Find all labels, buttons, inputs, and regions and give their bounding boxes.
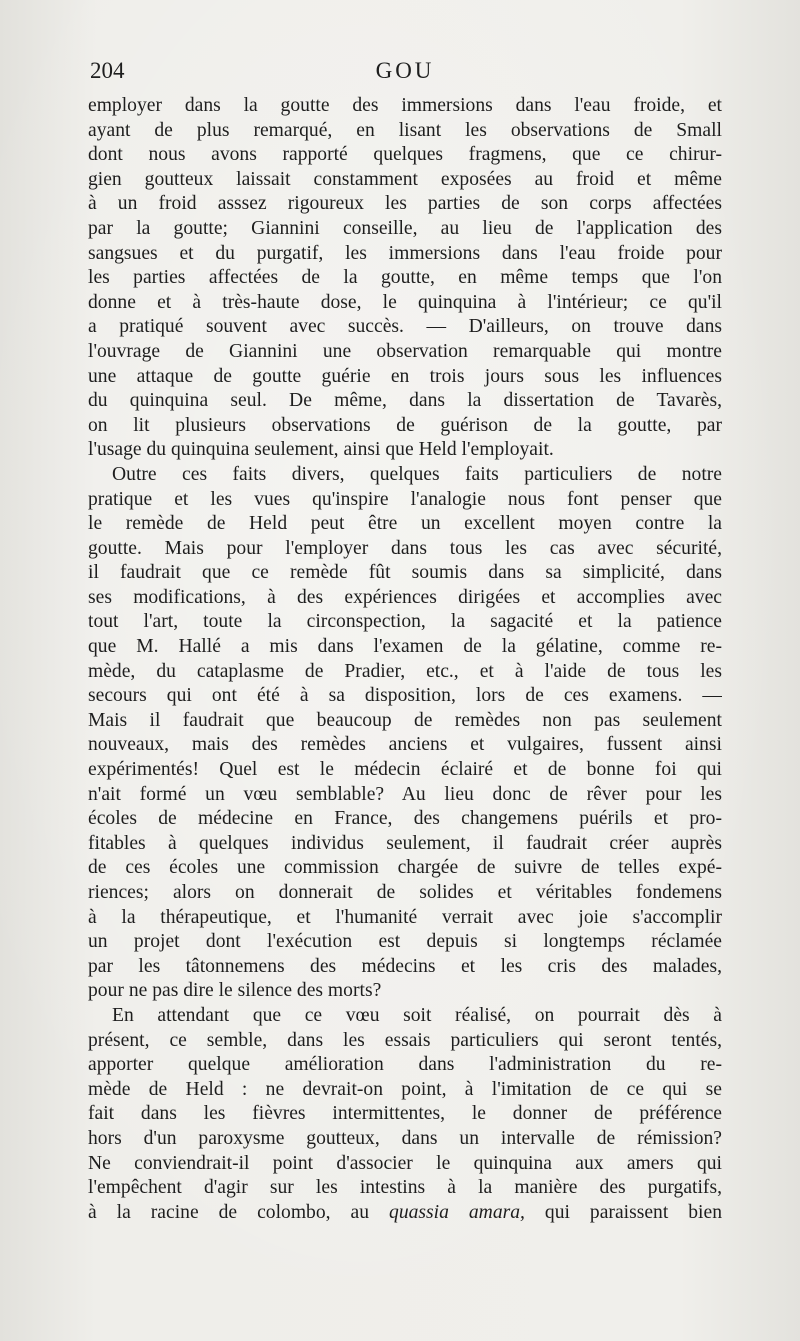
text-line-final [88,1201,722,1226]
show-through-text [110,1230,710,1252]
text-line: riences; alors on donnerait de solides et véritables fondemens [88,882,722,903]
text-line: on lit plusieurs observations de guérison de la goutte, par [88,414,722,436]
text-line: il faudrait que ce remède fût soumis dans sa simplicité, dans [88,562,722,584]
text-segment: à la racine de colombo, au [88,1201,370,1223]
text-line: à un froid asssez rigoureux les parties de son corps affectées [88,193,722,215]
text-line: a pratiqué souvent avec succès. — D'ailleurs, on trouve dans [88,316,722,338]
text-line: fitables à quelques individus seulement, il faudrait créer auprès [88,832,722,854]
text-line: l'empêchent d'agir sur les intestins à la manière des purgatifs, [88,1177,722,1199]
text-line: dont nous avons rapporté quelques fragmens, que ce chirur- [88,144,722,166]
paragraph-start-line: En attendant que ce vœu soit réalisé, on pourrait dès à [112,1004,722,1026]
text-segment: qui paraissent bien [544,1201,722,1223]
paragraph-start-line: Outre ces faits divers, quelques faits particuliers de notre [112,463,722,485]
text-line: hors d'un paroxysme goutteux, dans un intervalle de rémission? [88,1127,722,1149]
text-line: pratique et les vues qu'inspire l'analogie nous font penser que [88,488,722,510]
text-line: mède, du cataplasme de Pradier, etc., et à l'aide de tous les [88,660,722,682]
text-line: apporter quelque amélioration dans l'administration du re- [88,1054,722,1076]
page-number: 204 [90,58,125,83]
text-line: à la thérapeutique, et l'humanité verrait avec joie s'accomplir [88,906,722,928]
text-line: par la goutte; Giannini conseille, au lieu de l'application des [88,217,722,239]
text-line: les parties affectées de la goutte, en même temps que l'on [88,267,722,289]
text-line: employer dans la goutte des immersions dans l'eau froide, et [88,95,722,116]
text-line: écoles de médecine en France, des changemens puérils et pro- [88,808,722,830]
text-line: goutte. Mais pour l'employer dans tous les cas avec sécurité, [88,537,722,559]
text-line: le remède de Held peut être un excellent moyen contre la [88,513,722,535]
text-line: mède de Held : ne devrait-on point, à l'imitation de ce qui se [88,1078,722,1100]
text-line: sangsues et du purgatif, les immersions dans l'eau froide pour [88,242,722,264]
text-line: du quinquina seul. De même, dans la dissertation de Tavarès, [88,390,722,412]
text-line: présent, ce semble, dans les essais particuliers qui seront tentés, [88,1029,722,1051]
text-line: expérimentés! Quel est le médecin éclairé et de bonne foi qui [88,759,722,781]
text-line: ses modifications, à des expériences dirigées et accomplies avec [88,586,722,608]
text-line: Mais il faudrait que beaucoup de remèdes non pas seulement [88,709,722,731]
text-line: pour ne pas dire le silence des morts? [88,980,382,1002]
text-line: nouveaux, mais des remèdes anciens et vulgaires, fussent ainsi [88,734,722,756]
text-line: par les tâtonnemens des médecins et les cris des malades, [88,955,722,977]
text-line: gien goutteux laissait constamment exposées au froid et même [88,168,722,190]
text-line: ayant de plus remarqué, en lisant les observations de Small [88,119,722,141]
running-head: GOU [375,58,435,83]
text-line: Ne conviendrait-il point d'associer le quinquina aux amers qui [88,1152,722,1174]
text-line: donne et à très-haute dose, le quinquina à l'intérieur; ce qu'il [88,291,722,313]
text-line: n'ait formé un vœu semblable? Au lieu donc de rêver pour les [88,783,722,805]
italic-term: quassia amara, [389,1201,525,1223]
text-line: tout l'art, toute la circonspection, la sagacité et la patience [88,611,722,633]
text-line: une attaque de goutte guérie en trois jours sous les influences [88,365,722,387]
text-line: fait dans les fièvres intermittentes, le donner de préférence [88,1103,722,1125]
page-header [90,58,720,88]
text-line: l'usage du quinquina seulement, ainsi que Held l'employait. [88,439,554,461]
body-text [88,94,722,1225]
text-line: de ces écoles une commission chargée de suivre de telles expé- [88,857,722,879]
text-line: secours qui ont été à sa disposition, lors de ces examens. — [88,685,722,707]
text-line: que M. Hallé a mis dans l'examen de la gélatine, comme re- [88,636,722,658]
text-line: l'ouvrage de Giannini une observation remarquable qui montre [88,340,722,362]
text-line: un projet dont l'exécution est depuis si longtemps réclamée [88,931,722,953]
